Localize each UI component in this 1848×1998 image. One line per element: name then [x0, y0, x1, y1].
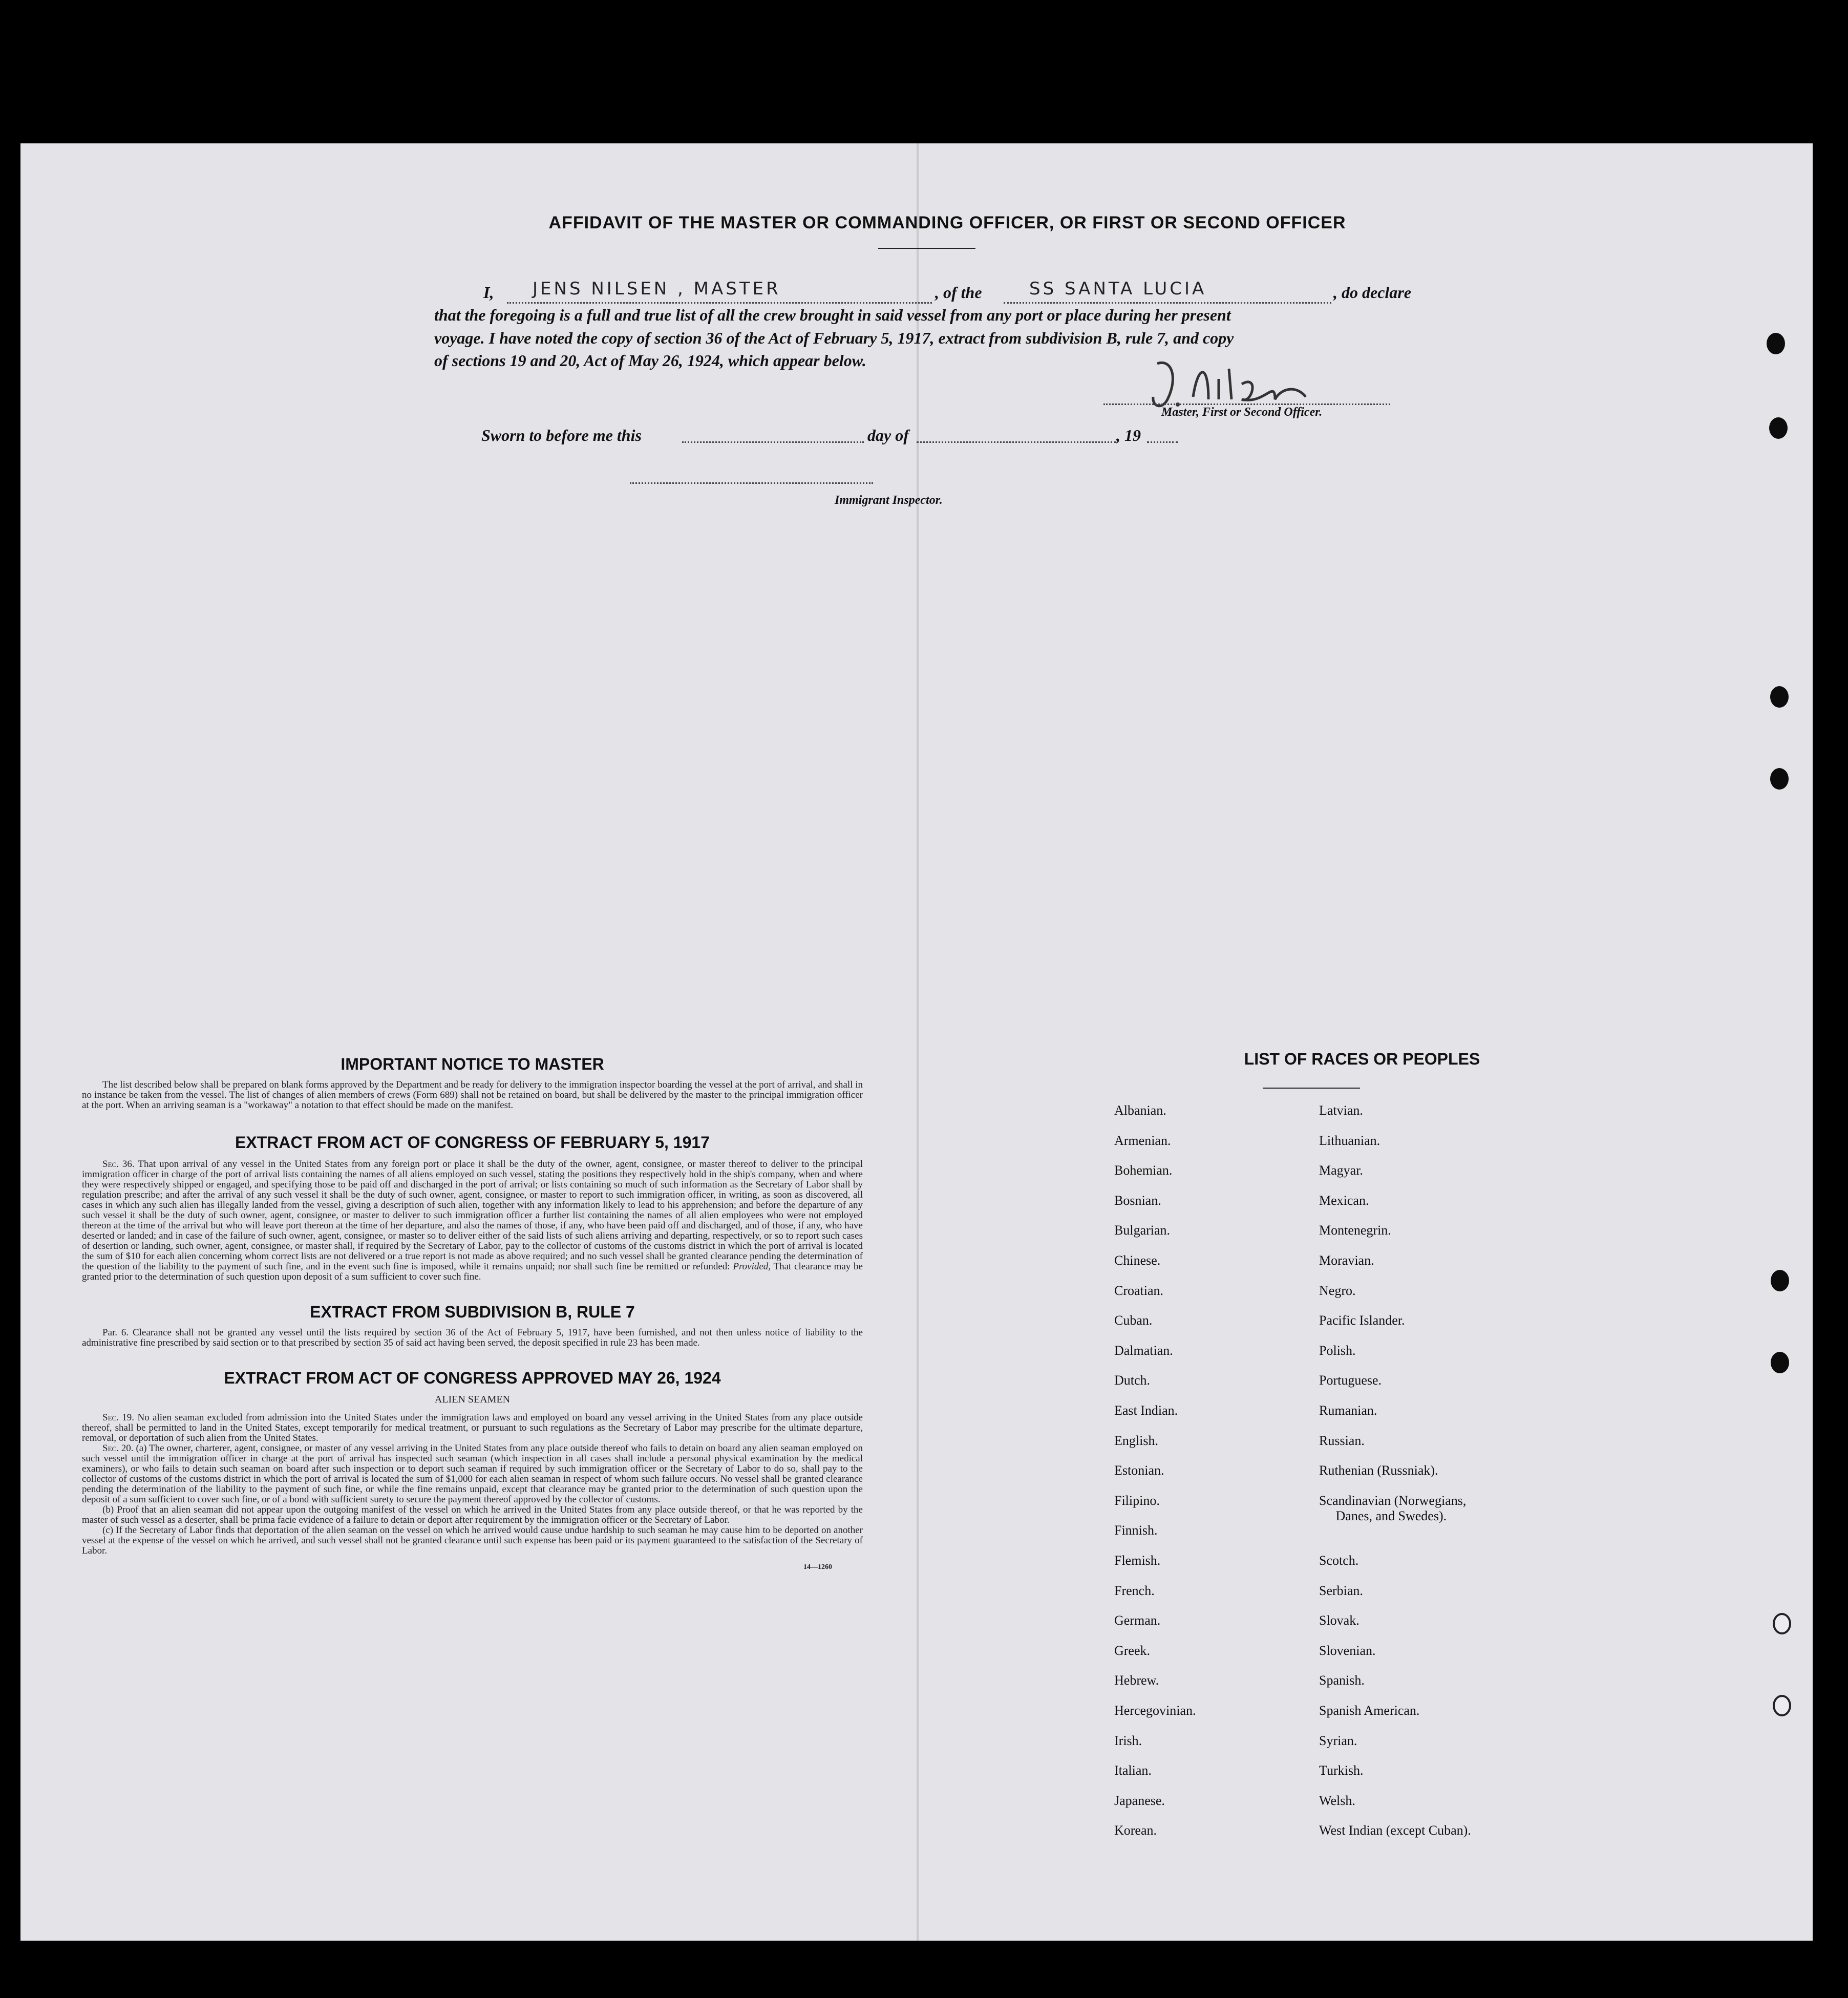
race-item: French.: [1114, 1583, 1155, 1598]
race-item: Pacific Islander.: [1319, 1313, 1405, 1328]
binder-hole: [1770, 768, 1789, 790]
notice-heading: IMPORTANT NOTICE TO MASTER: [341, 1055, 604, 1073]
affidavit-line-3: voyage. I have noted the copy of section 36 of the Act of February 5, 1917, extract from subdivision B, rule 7, and copy: [434, 329, 1234, 347]
race-item: Slovak.: [1319, 1613, 1360, 1628]
vessel-name: SS SANTA LUCIA: [1029, 279, 1207, 299]
binder-hole: [1767, 333, 1785, 354]
race-item: Bulgarian.: [1114, 1223, 1171, 1238]
race-item: Croatian.: [1114, 1283, 1164, 1298]
race-item: Latvian.: [1319, 1103, 1363, 1118]
race-item: Irish.: [1114, 1733, 1142, 1748]
extract-1917-body: [82, 1159, 863, 1282]
sec-36-text-end: That clearance may be granted prior to the determination of such question upon deposit of a sum sufficient to cover such fine.: [82, 1261, 863, 1282]
race-item: East Indian.: [1114, 1403, 1178, 1418]
race-item: English.: [1114, 1433, 1158, 1448]
race-item: Ruthenian (Russniak).: [1319, 1463, 1438, 1478]
sworn-prefix: Sworn to before me this: [481, 426, 642, 444]
race-item: Greek.: [1114, 1643, 1151, 1658]
race-item: German.: [1114, 1613, 1161, 1628]
i-label: I,: [483, 283, 494, 302]
race-item: Moravian.: [1319, 1253, 1374, 1268]
race-item: Montenegrin.: [1319, 1223, 1391, 1238]
year-prefix: , 19: [1116, 426, 1141, 444]
race-item: Albanian.: [1114, 1103, 1166, 1118]
race-item: Japanese.: [1114, 1793, 1165, 1808]
binder-hole: [1773, 1613, 1791, 1634]
race-item: Scandinavian (Norwegians, Danes, and Swedes).: [1319, 1493, 1467, 1523]
binder-hole: [1771, 1352, 1789, 1373]
inspector-line: [630, 482, 873, 484]
race-item: Spanish American.: [1319, 1703, 1420, 1718]
race-item: Cuban.: [1114, 1313, 1153, 1328]
master-name: JENS NILSEN , MASTER: [533, 279, 781, 299]
race-item: Flemish.: [1114, 1553, 1161, 1568]
alien-seamen-subheading: ALIEN SEAMEN: [434, 1394, 511, 1405]
notices-column: [82, 1055, 863, 1571]
race-item: Rumanian.: [1319, 1403, 1377, 1418]
races-heading: LIST OF RACES OR PEOPLES: [1244, 1050, 1480, 1068]
heading-underline: [878, 248, 975, 249]
affidavit-line-4: of sections 19 and 20, Act of May 26, 1924, which appear below.: [434, 351, 866, 370]
extract-1924-heading: EXTRACT FROM ACT OF CONGRESS APPROVED MAY 26, 1924: [224, 1369, 721, 1387]
binder-hole: [1770, 686, 1789, 708]
race-item: Finnish.: [1114, 1523, 1158, 1538]
notice-text: The list described below shall be prepared on blank forms approved by the Department and be ready for delivery to the immigration inspector boarding the vessel at the port of arrival, and shall in no instance be taken from the vessel. The list of changes of alien members of crews (Form 689) shall not be retained on board, but shall be delivered by the master to the principal immigration officer at the port. When an arriving seaman is a "workaway" a notation to that effect should be made on the manifest.: [82, 1079, 863, 1111]
sec-19-label: Sec. 19.: [102, 1412, 135, 1423]
sec-20a: [82, 1443, 863, 1505]
race-item: Negro.: [1319, 1283, 1356, 1298]
signature-label: Master, First or Second Officer.: [1161, 406, 1323, 419]
race-item: Estonian.: [1114, 1463, 1164, 1478]
sec-20c: (c) If the Secretary of Labor finds that deportation of the alien seaman on the vessel on which he arrived would cause undue hardship to such seaman he may cause him to be deported on another vessel at the expense of the vessel on which he arrived, and such vessel shall not be granted clearance until such expense has been paid or its payment guaranteed to the satisfaction of the Secretary of Labor.: [82, 1525, 863, 1556]
race-item: Dutch.: [1114, 1373, 1151, 1388]
race-item: Magyar.: [1319, 1163, 1363, 1178]
race-item: Portuguese.: [1319, 1373, 1382, 1388]
race-item: Russian.: [1319, 1433, 1365, 1448]
page-fold: [917, 143, 919, 1941]
vessel-line: [1004, 302, 1331, 304]
affidavit-line-2: that the foregoing is a full and true list of all the crew brought in said vessel from any port or place during her present: [434, 306, 1231, 324]
race-item: Scotch.: [1319, 1553, 1359, 1568]
extract-1917-heading: EXTRACT FROM ACT OF CONGRESS OF FEBRUARY 5, 1917: [235, 1133, 710, 1152]
affidavit-heading: AFFIDAVIT OF THE MASTER OR COMMANDING OFFICER, OR FIRST OR SECOND OFFICER: [548, 213, 1346, 232]
sec-36-text: That upon arrival of any vessel in the United States from any foreign port or place it shall be the duty of the owner, agent, consignee, or master thereof to deliver to the principal immigration officer in charge of the port of arrival lists containing the names of all aliens employed on such vessel, stating the positions they respectively hold in the ship's company, when and where they were respectively shipped or engaged, and specifying those to be paid off and discharged in the port of arrival; or lists containing so much of such information as the Secretary of Labor shall by regulation prescribe; and after the arrival of any such vessel it shall be the duty of such owner, agent, consignee, or master to report to such immigration officer, in writing, as soon as discovered, all cases in which any such alien has illegally landed from the vessel, giving a description of such alien, together with any information likely to lead to his apprehension; and before the departure of any such vessel it shall be the duty of such owner, agent, consignee, or master to deliver to such immigration officer a further list containing the names of all alien employees who were not employed thereon at the time of the arrival but who will leave port thereon at the time of her departure, and also the names of those, if any, who have been paid off and discharged, and of those, if any, who have deserted or landed; and in case of the failure of such owner, agent, consignee, or master so to deliver either of the said lists of such aliens arriving and departing, respectively, or so to report such cases of desertion or landing, such owner, agent, consignee, or master shall, if required by the Secretary of Labor, pay to the collector of customs of the customs district in which the port of arrival is located the sum of $10 for each alien concerning whom correct lists are not delivered or a true report is not made as above required; and no such vessel shall be granted clearance pending the determination of the question of the liability to the payment of such fine, and in the event such fine is imposed, while it remains unpaid; nor shall such fine be remitted or refunded:: [82, 1159, 863, 1272]
race-item: Serbian.: [1319, 1583, 1363, 1598]
race-item: Welsh.: [1319, 1793, 1355, 1808]
races-underline: [1263, 1088, 1360, 1089]
sec-20a-text: (a) The owner, charterer, agent, consignee, or master of any vessel arriving in the United States from any place outside thereof who fails to detain on board any alien seaman employed on such vessel until the immigration officer in charge at the port of arrival has inspected such seaman (which inspection in all cases shall include a personal physical examination by the medical examiners), or who fails to detain such seaman on board after such inspection or to deport such seaman if required by such immigration officer or the Secretary of Labor to do so, shall pay to the collector of customs of the customs district in which the port of arrival is located the sum of $1,000 for each alien seaman in respect of whom such failure occurs. No vessel shall be granted clearance pending the determination of the liability to the payment of such fine, or while the fine remains unpaid, except that clearance may be granted prior to the determination of such question upon the deposit of a sum sufficient to cover such fine, or of a bond with sufficient surety to secure the payment thereof approved by the collector of customs.: [82, 1443, 863, 1505]
race-item: Syrian.: [1319, 1733, 1357, 1748]
sec-20b: (b) Proof that an alien seaman did not appear upon the outgoing manifest of the vessel on which he arrived in the United States from any place outside thereof, or that he was reported by the master of such vessel as a deserter, shall be prima facie evidence of a failure to detain or deport after requirement by the immigration officer or the Secretary of Labor.: [82, 1504, 863, 1525]
inspector-label: Immigrant Inspector.: [835, 494, 943, 507]
race-item: Bosnian.: [1114, 1193, 1161, 1208]
race-item: Chinese.: [1114, 1253, 1161, 1268]
of-the-label: , of the: [935, 283, 982, 302]
rule7-text: Par. 6. Clearance shall not be granted any vessel until the lists required by section 36 of the Act of February 5, 1917, have been furnished, and not then unless notice of liability to the administrative fine prescribed by said section or to that prescribed by section 35 of said act having been served, the deposit specified in rule 23 has been made.: [82, 1327, 863, 1348]
sec-19: [82, 1413, 863, 1443]
sworn-year-line: [1147, 441, 1178, 443]
race-item: Hercegovinian.: [1114, 1703, 1196, 1718]
day-of-label: day of: [867, 426, 909, 444]
race-item: Lithuanian.: [1319, 1133, 1380, 1148]
form-number: 14—1260: [803, 1563, 832, 1571]
race-item: Bohemian.: [1114, 1163, 1173, 1178]
race-item: Slovenian.: [1319, 1643, 1376, 1658]
race-item: Dalmatian.: [1114, 1343, 1173, 1358]
sec-20-label: Sec. 20.: [102, 1443, 134, 1454]
race-item: Mexican.: [1319, 1193, 1369, 1208]
extract-rule7-heading: EXTRACT FROM SUBDIVISION B, RULE 7: [310, 1303, 635, 1321]
sec-19-text: No alien seaman excluded from admission into the United States under the immigration laws and employed on board any vessel arriving in the United States from any place outside thereof, shall be permitted to land in the United States, except temporarily for medical treatment, or pursuant to such regulations as the Secretary of Labor may prescribe for the ultimate departure, removal, or deportation of such alien from the United States.: [82, 1412, 863, 1443]
race-item: Armenian.: [1114, 1133, 1171, 1148]
race-item: Spanish.: [1319, 1673, 1365, 1688]
binder-hole: [1769, 417, 1788, 439]
race-item: Italian.: [1114, 1763, 1152, 1778]
race-item: West Indian (except Cuban).: [1319, 1823, 1471, 1838]
sworn-month-line: [917, 441, 1116, 443]
sworn-day-line: [682, 441, 864, 443]
provided-label: Provided,: [733, 1261, 771, 1272]
binder-hole: [1773, 1695, 1791, 1716]
sec-36-label: Sec. 36.: [102, 1159, 135, 1170]
race-item: Turkish.: [1319, 1763, 1364, 1778]
signature-line: [1103, 403, 1390, 405]
race-item: Polish.: [1319, 1343, 1356, 1358]
binder-hole: [1771, 1270, 1789, 1291]
name-line: [507, 302, 932, 304]
race-item: Hebrew.: [1114, 1673, 1159, 1688]
race-item: Korean.: [1114, 1823, 1157, 1838]
do-declare-label: , do declare: [1333, 283, 1411, 302]
race-item: Filipino.: [1114, 1493, 1160, 1508]
